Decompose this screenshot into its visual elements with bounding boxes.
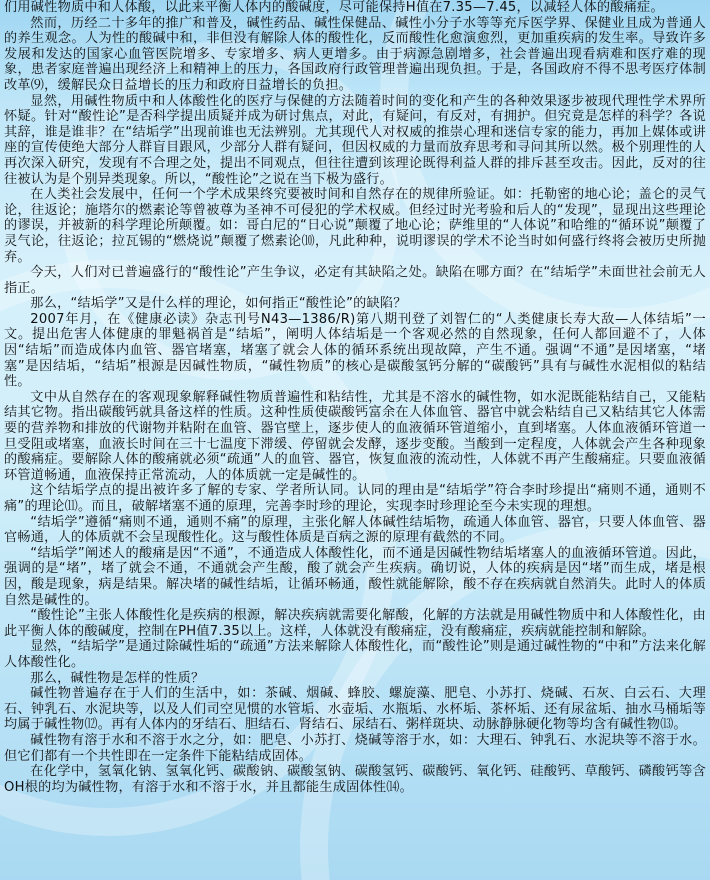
paragraph: 文中从自然存在的客观现象解释碱性物质普遍性和粘结性，尤其是不溶水的碱性物，如水泥既能粘结自己，又能粘结其它物。指出碳酸钙就具备这样的性质。这种性质使碳酸钙富余在人体血管、器官中就会粘结自己又粘结其它人体需要的营养物和排放的代谢物并粘附在血管、器官壁上，逐步使人的血液循环管道缩小，直到堵塞。人体血液循环管道一旦受阻或堵塞，血液长时间在三十七温度下滞缓、停留就会发酵，逐步变酸。当酸到一定程度，人体就会产生各种现象的酸痛症。要解除人体的酸痛就必须“疏通”人的血管、器官，恢复血液的流动性，人体就不再产生酸痛症。只要血液循环管道畅通，血液保持正常流动，人的体质就一定是碱性的。 — [4, 389, 706, 483]
paragraph: 显然，“结垢学”是通过除碱性垢的“疏通”方法来解除人体酸性化，而“酸性论”则是通过碱性物的“中和”方法来化解人体酸性化。 — [4, 639, 706, 670]
paragraph: 今天，人们对已普遍盛行的“酸性论”产生争议，必定有其缺陷之处。缺陷在哪方面？在“结垢学”未面世社会前无人指正。 — [4, 265, 706, 296]
paragraph: 那么，碱性物是怎样的性质？ — [30, 670, 205, 686]
paragraph: 那么，“结垢学”又是什么样的理论，如何指正“酸性论”的缺陷？ — [30, 296, 407, 312]
paragraph: 2007年月，在《健康必读》杂志刊号N43—1386/R)第八期刊登了刘智仁的“人类健康长寿大敌—人体结垢”一文。提出危害人体健康的罪魁祸首是“结垢”，阐明人体结垢是一个客观必然的自然现象，任何人都回避不了，人体因“结垢”而造成体内血管、器官堵塞，堵塞了就会人体的循环系统出现故障，产生不通。强调“不通”是因堵塞，“堵塞”是因结垢，“结垢”根源是因碱性物质，“碱性物质”的核心是碳酸氢钙分解的“碳酸钙”具有与碱性水泥相似的粘结性。 — [4, 311, 706, 390]
paragraph: 碱性物有溶于水和不溶于水之分，如：肥皂、小苏打、烧碱等溶于水，如：大理石、钟乳石、水泥块等不溶于水。但它们都有一个共性即在一定条件下能粘结成固体。 — [4, 732, 706, 764]
article-body — [4, 0, 706, 795]
paragraph: “酸性论”主张人体酸性化是疾病的根源，解决疾病就需要化解酸，化解的方法就是用碱性物质中和人体酸性化，由此平衡人体的酸碱度，控制在PH值7.35以上。这样，人体就没有酸痛症，没有酸痛症，疾病就能控制和解除。 — [4, 608, 706, 639]
paragraph: 显然，用碱性物质中和人体酸性化的医疗与保健的方法随着时间的变化和产生的各种效果逐步被现代理性学术界所怀疑。针对“酸性论”是否科学提出质疑并成为研讨焦点，对此，有疑问，有反对，有拥护。但究竟是怎样的科学？各说其辞，谁是谁非？在“结垢学”出现前谁也无法辨别。尤其现代人对权威的推崇心理和迷信专家的能力，再加上媒体或讲座的宣传使绝大部分人群盲目跟风，少部分人群有疑问，但因权威的力量而放弃思考和寻问其所以然。极个别理性的人再次深入研究，发现有不合理之处，提出不同观点，但往往遭到该理论既得利益人群的排斥甚至攻击。因此，反对的往往被认为是个别异类现象。所以，“酸性论”之说在当下极为盛行。 — [4, 93, 706, 187]
paragraph: 在化学中，氢氧化钠、氢氧化钙、碳酸钠、碳酸氢钠、碳酸氢钙、碳酸钙、氧化钙、硅酸钙、草酸钙、磷酸钙等含OH根的均为碱性物，有溶于水和不溶于水，并且都能生成固体性⒁。 — [4, 764, 706, 795]
paragraph: 然而，历经二十多年的推广和普及，碱性药品、碱性保健品、碱性小分子水等等充斥医学界、保健业且成为普通人的养生观念。人为性的酸碱中和，非但没有解除人体的酸性化，反而酸性化愈演愈烈，更加重疾病的发生率。导致许多发展和发达的国家心血管医院增多、专家增多、病人更增多。由于病源急剧增多，社会普遍出现看病难和医疗难的现象，患者家庭普遍出现经济上和精神上的压力，各国政府行政管理普遍出现负担。于是，各国政府不得不思考医疗体制改革⑼，缓解民众日益增长的压力和政府日益增长的负担。 — [4, 15, 706, 93]
paragraph: “结垢学”遵循“痛则不通，通则不痛”的原理，主张化解人体碱性结垢物，疏通人体血管、器官，只要人体血管、器官畅通，人的体质就不会呈现酸性化。这与酸性体质是百病之源的原理有截然的不同。 — [4, 514, 706, 546]
paragraph: 在人类社会发展中，任何一个学术成果终究要被时间和自然存在的规律所验证。如：托勒密的地心论；盖仑的灵气论，往返论；施塔尔的燃素论等曾被尊为圣神不可侵犯的学术权威。但经过时光考验和后人的“发现”，显现出这些理论的谬误，并被新的科学理论所颠覆。如：哥白尼的“日心说”颠覆了地心论；萨维里的“人体说”和哈维的“循环说”颠覆了灵气论，往返论；拉瓦锡的“燃烧说”颠覆了燃素论⑽，凡此种种，说明谬误的学术不论当时如何盛行终将会被历史所抛弃。 — [4, 187, 706, 265]
paragraph: 这个结垢学点的提出被许多了解的专家、学者所认同。认同的理由是“结垢学”符合李时珍提出“痛则不通，通则不痛”的理论⑾。而且，破解堵塞不通的原理，完善李时珍的理论，实现李时珍理论至今未实现的理想。 — [4, 483, 706, 514]
paragraph: 碱性物普遍存在于人们的生活中，如：茶碱、烟碱、蜂胶、螺旋藻、肥皂、小苏打、烧碱、石灰、白云石、大理石、钟乳石、水泥块等，以及人们司空见惯的水管垢、水壶垢、水瓶垢、水杯垢、茶杯垢、还有尿盆垢、抽水马桶垢等均属于碱性物⑿。再有人体内的牙结石、胆结石、肾结石、尿结石、粥样斑块、动脉静脉硬化物等均含有碱性物⒀。 — [4, 686, 706, 733]
paragraph: 们用碱性物质中和人体酸，以此来平衡人体内的酸碱度，尽可能保持H值在7.35—7.45，以减轻人体的酸痛症。 — [4, 0, 664, 15]
paragraph: “结垢学”阐述人的酸痛是因“不通”，不通造成人体酸性化，而不通是因碱性物结垢堵塞人的血液循环管道。因此，强调的是“堵”，堵了就会不通，不通就会产生酸，酸了就会产生疾病。确切说，人体的疾病是因“堵”而生成，堵是根因，酸是现象，病是结果。解决堵的碱性结垢，让循环畅通，酸性就能解除，酸不存在疾病就自然消失。此时人的体质自然是碱性的。 — [4, 545, 706, 608]
